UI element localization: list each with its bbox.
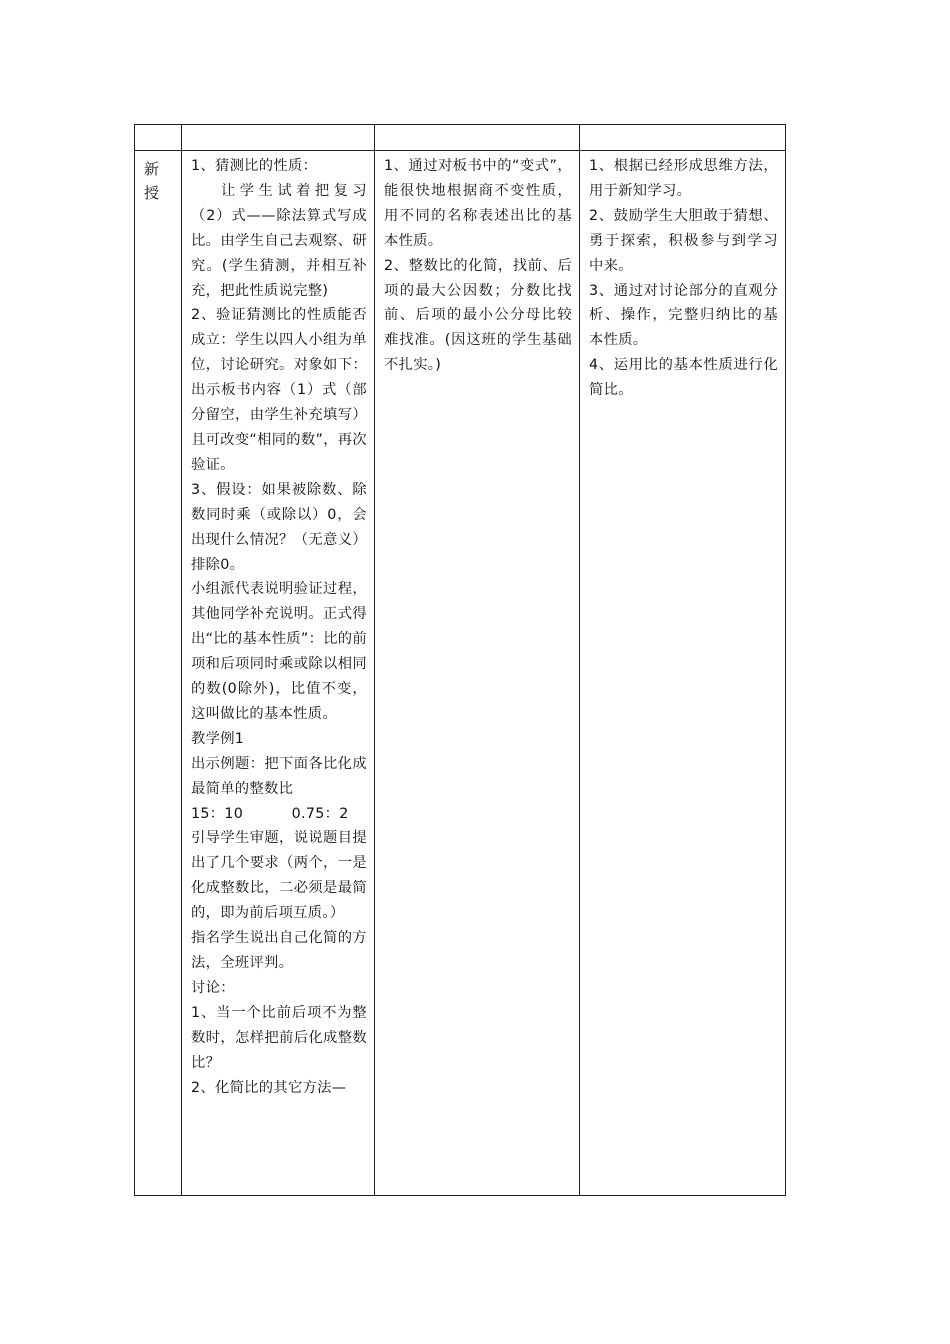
header-cell-2 [182,125,375,151]
paragraph: 小组派代表说明验证过程，其他同学补充说明。正式得出“比的基本性质”：比的前项和后项同时乘或除以相同的数(0除外)，比值不变，这叫做比的基本性质。 [191,581,367,722]
paragraph: 3、假设：如果被除数、除数同时乘（或除以）0，会出现什么情况？（无意义）排除0。 [191,481,367,573]
paragraph: 教学例1 [191,730,245,747]
paragraph: 1、通过对板书中的“变式”，能很快地根据商不变性质，用不同的名称表述出比的基本性质。 [384,158,572,249]
paragraph: 1、根据已经形成思维方法，用于新知学习。 [589,158,778,199]
paragraph: 1、当一个比前后项不为整数时，怎样把前后化成整数比？ [191,1004,367,1071]
paragraph: 2、化简比的其它方法— [191,1079,347,1096]
header-cell-3 [375,125,580,151]
content-row [135,151,786,1196]
section-label-cell [135,151,182,1196]
design-intent-cell [580,151,786,1196]
paragraph: 3、通过对讨论部分的直观分析、操作，完整归纳比的基本性质。 [589,282,778,349]
teaching-process-cell [182,151,375,1196]
header-row [135,125,786,151]
section-label-char: 新 [144,160,161,178]
paragraph: 指名学生说出自己化简的方法，全班评判。 [191,930,367,971]
student-activity-cell [375,151,580,1196]
example-ratios: 15：10 0.75：2 [191,805,349,822]
section-label-char: 授 [144,184,161,202]
paragraph: 讨论： [191,979,235,996]
paragraph: 让学生试着把复习（2）式——除法算式写成比。由学生自己去观察、研究。(学生猜测，并相互补充，把此性质说完整) [191,182,367,299]
paragraph: 2、鼓励学生大胆敢于猜想、勇于探索，积极参与到学习中来。 [589,207,778,274]
paragraph: 1、猜测比的性质： [191,158,318,174]
header-cell-1 [135,125,182,151]
header-cell-4 [580,125,786,151]
paragraph: 2、验证猜测比的性质能否成立：学生以四人小组为单位，讨论研究。对象如下：出示板书内容（1）式（部分留空，由学生补充填写）且可改变“相同的数”，再次验证。 [191,307,367,473]
paragraph: 2、整数比的化简，找前、后项的最大公因数；分数比找前、后项的最小公分母比较难找准。(因这班的学生基础不扎实。) [384,257,572,374]
paragraph: 出示例题：把下面各比化成最简单的整数比 [191,755,367,797]
paragraph: 4、运用比的基本性质进行化简比。 [589,357,778,399]
paragraph: 引导学生审题，说说题目提出了几个要求（两个，一是化成整数比，二必须是最简的，即为前后项互质。） [191,830,367,922]
lesson-plan-table [134,124,786,1196]
